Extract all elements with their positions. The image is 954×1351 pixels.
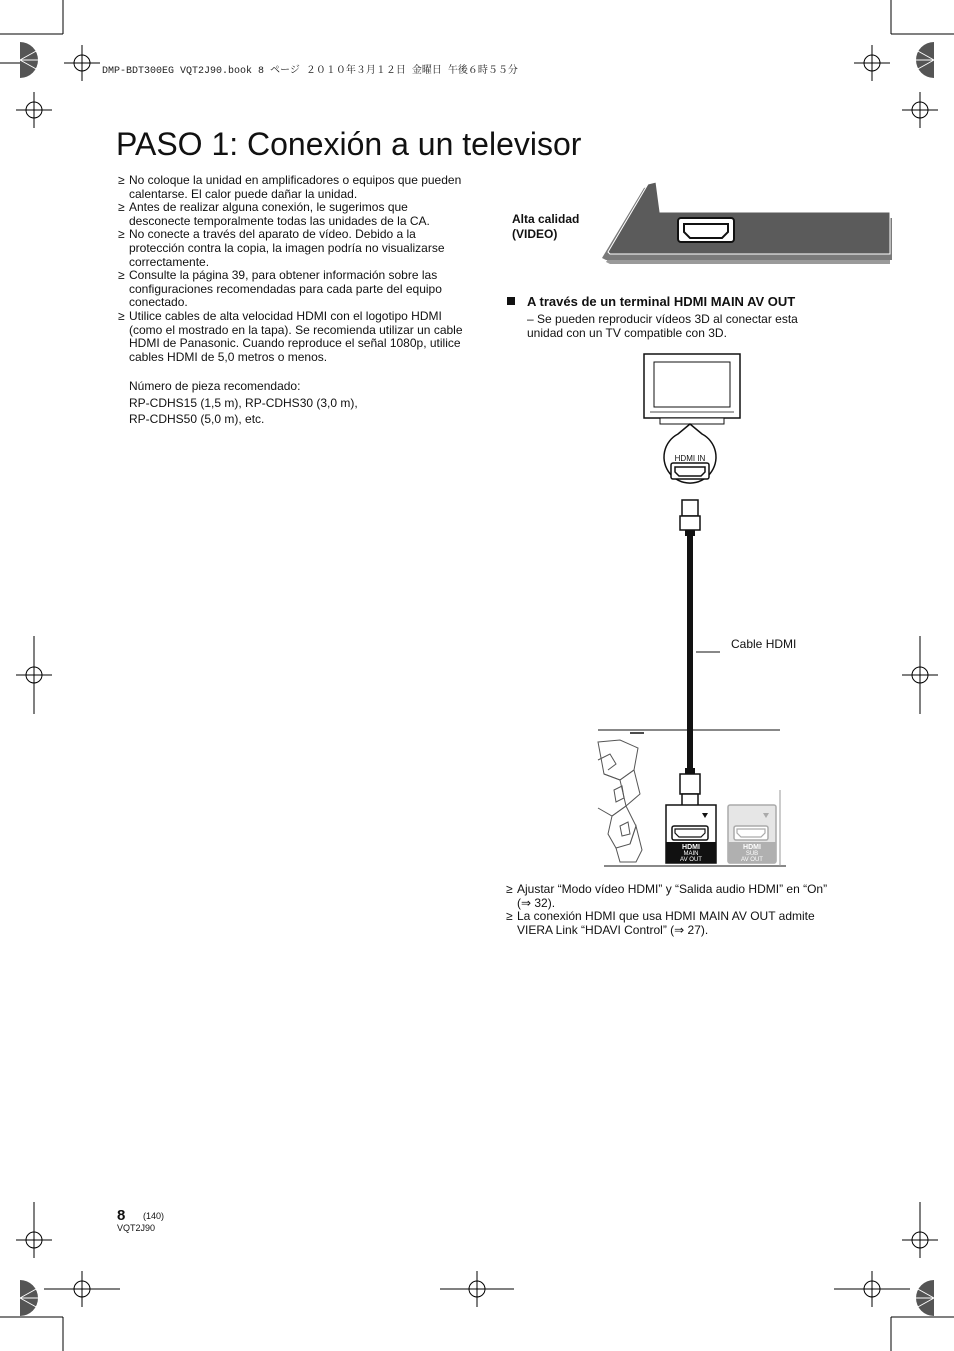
bullet-text: Utilice cables de alta velocidad HDMI con el logotipo HDMI (como el mostrado en la tapa). Se recomienda utilizar un cable HDMI de Panasonic. Cuando reproduce el señal 1080p, utilice cables HDMI de 5,0 metros o menos. [129,308,463,364]
part-number-line: RP-CDHS50 (5,0 m), etc. [129,412,265,427]
bullet-text: No conecte a través del aparato de vídeo. Debido a la protección contra la copia, la imagen podría no visualizarse correctamente. [129,227,445,269]
hdmi-section-heading-text: A través de un terminal HDMI MAIN AV OUT [527,294,796,309]
part-number-label: Número de pieza recomendado: [129,379,301,394]
page-title: PASO 1: Conexión a un televisor [116,126,582,162]
bullet-marker: ≥ [506,909,513,924]
part-number-line: RP-CDHS15 (1,5 m), RP-CDHS30 (3,0 m), [129,395,358,410]
main-port-label: AV OUT [680,857,702,863]
part-numbers [118,378,470,428]
hdmi-quality-banner [598,182,898,272]
page-reference: (⇒ 27). [670,922,709,937]
quality-label [512,212,579,242]
bullet-marker: ≥ [506,882,513,896]
hdmi-port-icon [678,218,734,242]
list-item [118,201,470,228]
list-item [506,910,851,937]
main-hdmi-port [666,805,716,863]
sub-port-logo: HDMI [743,844,761,851]
page-reference: (⇒ 32). [517,895,556,910]
file-header-line: DMP-BDT300EG VQT2J90.book 8 ページ ２０１０年３月１２日 金曜日 午後６時５５分 [102,66,518,77]
connection-diagram [590,350,800,880]
quality-label-line: Alta calidad [512,212,580,226]
tv-hdmi-port-icon [671,463,709,479]
bullet-marker: ≥ [118,268,125,283]
main-port-logo: HDMI [682,844,700,851]
sub-hdmi-port [728,805,776,863]
hdmi-cable [687,536,693,768]
page-number: 8 [117,1207,126,1224]
3d-note: – Se pueden reproducir vídeos 3D al conectar esta unidad con un TV compatible con 3D. [527,312,798,340]
sub-port-label: AV OUT [741,857,763,863]
tv-port-label: HDMI IN [674,454,706,463]
bullet-marker: ≥ [118,308,125,323]
main-port-label: MAIN [683,851,699,857]
list-item [118,269,470,310]
hdmi-plug-icon [680,500,700,536]
page-ref: (140) [143,1211,165,1221]
hdmi-section-heading [507,294,795,309]
hdmi-plug-icon [680,768,700,806]
bullet-text: Antes de realizar alguna conexión, le sugerimos que desconecte temporalmente todas las unidades de la CA. [129,200,430,228]
cable-label: Cable HDMI [731,637,797,651]
square-bullet-icon [507,297,515,305]
list-item [118,310,470,364]
bullet-marker: ≥ [118,173,125,187]
bullet-marker: ≥ [118,200,125,215]
list-item [118,228,470,269]
bullet-text: Consulte la página 39, para obtener información sobre las configuraciones recomendadas para cada parte del equipo conectado. [129,268,442,310]
quality-label-line: (VIDEO) [512,227,558,241]
list-item [506,883,851,910]
precautions-list [118,174,470,428]
hdmi-notes-list [506,883,851,937]
note-text: Ajustar “Modo vídeo HDMI” y “Salida audio HDMI” en “On” [517,882,828,896]
bullet-text: No coloque la unidad en amplificadores o equipos que pueden calentarse. El calor puede dañar la unidad. [129,173,462,201]
bullet-marker: ≥ [118,227,125,242]
tv-icon [644,354,740,424]
sub-port-label: SUB [745,851,759,857]
list-item [118,174,470,201]
note-text: La conexión HDMI que usa HDMI MAIN AV OUT admite VIERA Link “HDAVI Control” [517,909,815,937]
model-code: VQT2J90 [117,1223,156,1233]
